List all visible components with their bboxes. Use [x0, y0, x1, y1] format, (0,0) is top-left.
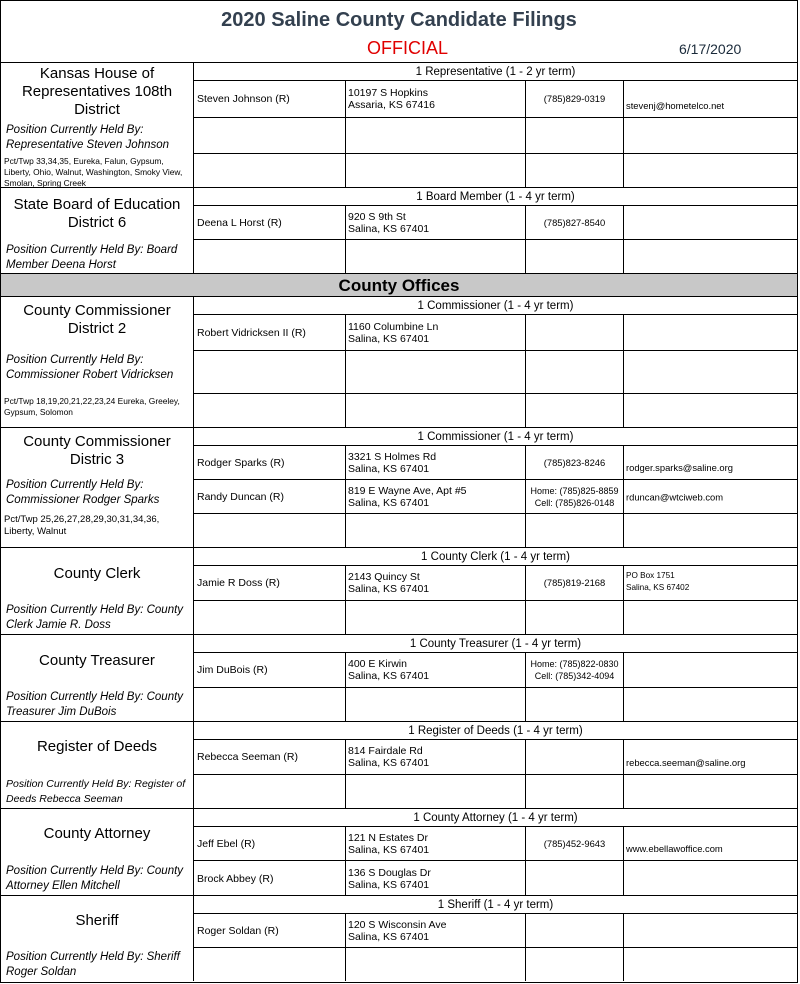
- empty-row: [194, 118, 797, 154]
- office-name: Sheriff: [75, 912, 119, 929]
- section-state-board-education: [1, 188, 797, 274]
- term-header: 1 Commissioner (1 - 4 yr term): [194, 297, 797, 315]
- candidate-row: [194, 206, 797, 240]
- office-info: [1, 635, 194, 721]
- candidate-address: 819 E Wayne Ave, Apt #5 Salina, KS 67401: [348, 484, 467, 509]
- candidate-address: 3321 S Holmes Rd Salina, KS 67401: [348, 450, 437, 475]
- office-name: Kansas House of Representatives 108th District: [21, 65, 173, 118]
- term-header: 1 County Treasurer (1 - 4 yr term): [194, 635, 797, 653]
- term-header: 1 Register of Deeds (1 - 4 yr term): [194, 722, 797, 740]
- section-sheriff: [1, 896, 797, 981]
- position-held: Position Currently Held By: Commissioner Rodger Sparks: [6, 479, 160, 506]
- office-name: Register of Deeds: [36, 738, 158, 755]
- office-info: [1, 63, 194, 187]
- candidate-phone: Home: (785)825-8859 Cell: (785)826-0148: [530, 485, 619, 508]
- empty-row: [194, 948, 797, 981]
- candidate-email: rduncan@wtciweb.com: [626, 491, 724, 502]
- candidate-row: [194, 81, 797, 118]
- candidate-address: 10197 S Hopkins Assaria, KS 67416: [348, 87, 435, 111]
- section-county-treasurer: [1, 635, 797, 722]
- candidate-name: Roger Soldan (R): [197, 924, 279, 937]
- candidate-grid: [194, 809, 797, 895]
- candidate-phone: (785)827-8540: [543, 216, 606, 228]
- position-held: Position Currently Held By: Register of Deeds Rebecca Seeman: [6, 778, 186, 805]
- office-info: [1, 809, 194, 895]
- candidate-grid: [194, 548, 797, 634]
- candidate-row: [194, 480, 797, 514]
- candidate-address: 1160 Columbine Ln Salina, KS 67401: [348, 320, 439, 345]
- candidate-website: www.ebellawoffice.com: [626, 843, 723, 854]
- official-label: OFFICIAL: [367, 38, 449, 58]
- candidate-row: [194, 446, 797, 480]
- section-kansas-house: [1, 63, 797, 188]
- office-info: [1, 428, 194, 547]
- candidate-name: Randy Duncan (R): [197, 490, 284, 503]
- section-register-of-deeds: [1, 722, 797, 809]
- mailing-address: PO Box 1751 Salina, KS 67402: [626, 571, 690, 592]
- candidate-grid: [194, 635, 797, 721]
- empty-row: [194, 688, 797, 722]
- position-held: Position Currently Held By: Sheriff Roger Soldan: [6, 951, 180, 978]
- candidate-grid: [194, 188, 797, 273]
- position-held: Position Currently Held By: County Treasurer Jim DuBois: [6, 691, 184, 718]
- candidate-email: stevenj@hometelco.net: [626, 100, 725, 111]
- candidate-row: [194, 315, 797, 351]
- section-county-clerk: [1, 548, 797, 635]
- candidate-row: [194, 861, 797, 896]
- candidate-name: Rodger Sparks (R): [197, 456, 285, 469]
- empty-row: [194, 351, 797, 394]
- office-info: [1, 297, 194, 427]
- candidate-phone: (785)819-2168: [543, 577, 606, 588]
- candidate-name: Robert Vidricksen II (R): [197, 326, 306, 339]
- empty-row: [194, 514, 797, 548]
- precinct-list: Pct/Twp 18,19,20,21,22,23,24 Eureka, Greeley, Gypsum, Solomon: [4, 396, 180, 417]
- county-offices-heading: County Offices: [1, 274, 797, 297]
- page-title: 2020 Saline County Candidate Filings: [221, 9, 577, 31]
- candidate-row: [194, 740, 797, 775]
- candidate-name: Jim DuBois (R): [197, 664, 268, 676]
- candidate-address: 136 S Douglas Dr Salina, KS 67401: [348, 866, 431, 891]
- candidate-name: Rebecca Seeman (R): [197, 751, 298, 763]
- office-info: [1, 722, 194, 808]
- office-name: County Clerk: [53, 565, 141, 582]
- candidate-row: [194, 914, 797, 948]
- candidate-name: Jeff Ebel (R): [197, 837, 256, 850]
- office-info: [1, 188, 194, 273]
- position-held: Position Currently Held By: County Clerk Jamie R. Doss: [6, 604, 184, 631]
- empty-row: [194, 154, 797, 188]
- position-held: Position Currently Held By: County Attorney Ellen Mitchell: [6, 865, 184, 892]
- office-name: County Commissioner District 2: [23, 302, 171, 337]
- office-name: State Board of Education District 6: [13, 196, 181, 231]
- candidate-row: [194, 653, 797, 688]
- candidate-grid: [194, 896, 797, 981]
- candidate-phone: (785)823-8246: [543, 456, 606, 468]
- candidate-row: [194, 827, 797, 861]
- sheet-header: [1, 1, 797, 63]
- position-held: Position Currently Held By: Board Member Deena Horst: [6, 244, 178, 271]
- section-county-commissioner-3: [1, 428, 797, 548]
- office-info: [1, 896, 194, 981]
- candidate-grid: [194, 722, 797, 808]
- office-name: County Treasurer: [39, 652, 155, 669]
- term-header: 1 County Attorney (1 - 4 yr term): [194, 809, 797, 827]
- candidate-address: 400 E Kirwin Salina, KS 67401: [348, 658, 430, 682]
- candidate-address: 814 Fairdale Rd Salina, KS 67401: [348, 745, 430, 769]
- empty-row: [194, 394, 797, 428]
- term-header: 1 Sheriff (1 - 4 yr term): [194, 896, 797, 914]
- candidate-address: 2143 Quincy St Salina, KS 67401: [348, 571, 430, 595]
- candidate-email: rodger.sparks@saline.org: [626, 462, 733, 473]
- position-held: Position Currently Held By: Commissioner Robert Vidricksen: [6, 354, 174, 381]
- candidate-phone: (785)452-9643: [543, 837, 606, 849]
- candidate-name: Steven Johnson (R): [197, 93, 290, 105]
- candidate-phone: (785)829-0319: [543, 93, 606, 104]
- term-header: 1 Commissioner (1 - 4 yr term): [194, 428, 797, 446]
- empty-row: [194, 775, 797, 809]
- precinct-list: Pct/Twp 33,34,35, Eureka, Falun, Gypsum, Liberty, Ohio, Walnut, Washington, Smoky View, Smolan, Spring Creek: [4, 156, 183, 188]
- section-county-commissioner-2: [1, 297, 797, 428]
- candidate-row: [194, 566, 797, 601]
- candidate-address: 120 S Wisconsin Ave Salina, KS 67401: [348, 918, 447, 943]
- empty-row: [194, 601, 797, 635]
- precinct-list: Pct/Twp 25,26,27,28,29,30,31,34,36, Liberty, Walnut: [4, 514, 160, 537]
- term-header: 1 County Clerk (1 - 4 yr term): [194, 548, 797, 566]
- section-county-attorney: [1, 809, 797, 896]
- candidate-name: Brock Abbey (R): [197, 872, 274, 885]
- candidate-grid: [194, 297, 797, 427]
- empty-row: [194, 240, 797, 274]
- candidate-grid: [194, 428, 797, 547]
- candidate-phone: Home: (785)822-0830 Cell: (785)342-4094: [530, 659, 619, 681]
- position-held: Position Currently Held By: Representative Steven Johnson: [6, 124, 170, 151]
- candidate-email: rebecca.seeman@saline.org: [626, 757, 746, 768]
- report-date: 6/17/2020: [679, 41, 742, 57]
- term-header: 1 Representative (1 - 2 yr term): [194, 63, 797, 81]
- term-header: 1 Board Member (1 - 4 yr term): [194, 188, 797, 206]
- candidate-grid: [194, 63, 797, 187]
- candidate-address: 121 N Estates Dr Salina, KS 67401: [348, 831, 430, 856]
- office-info: [1, 548, 194, 634]
- candidate-name: Deena L Horst (R): [197, 216, 282, 229]
- office-name: County Commissioner Distric 3: [23, 433, 171, 468]
- candidate-address: 920 S 9th St Salina, KS 67401: [348, 210, 430, 235]
- candidate-name: Jamie R Doss (R): [197, 577, 280, 589]
- office-name: County Attorney: [43, 825, 151, 842]
